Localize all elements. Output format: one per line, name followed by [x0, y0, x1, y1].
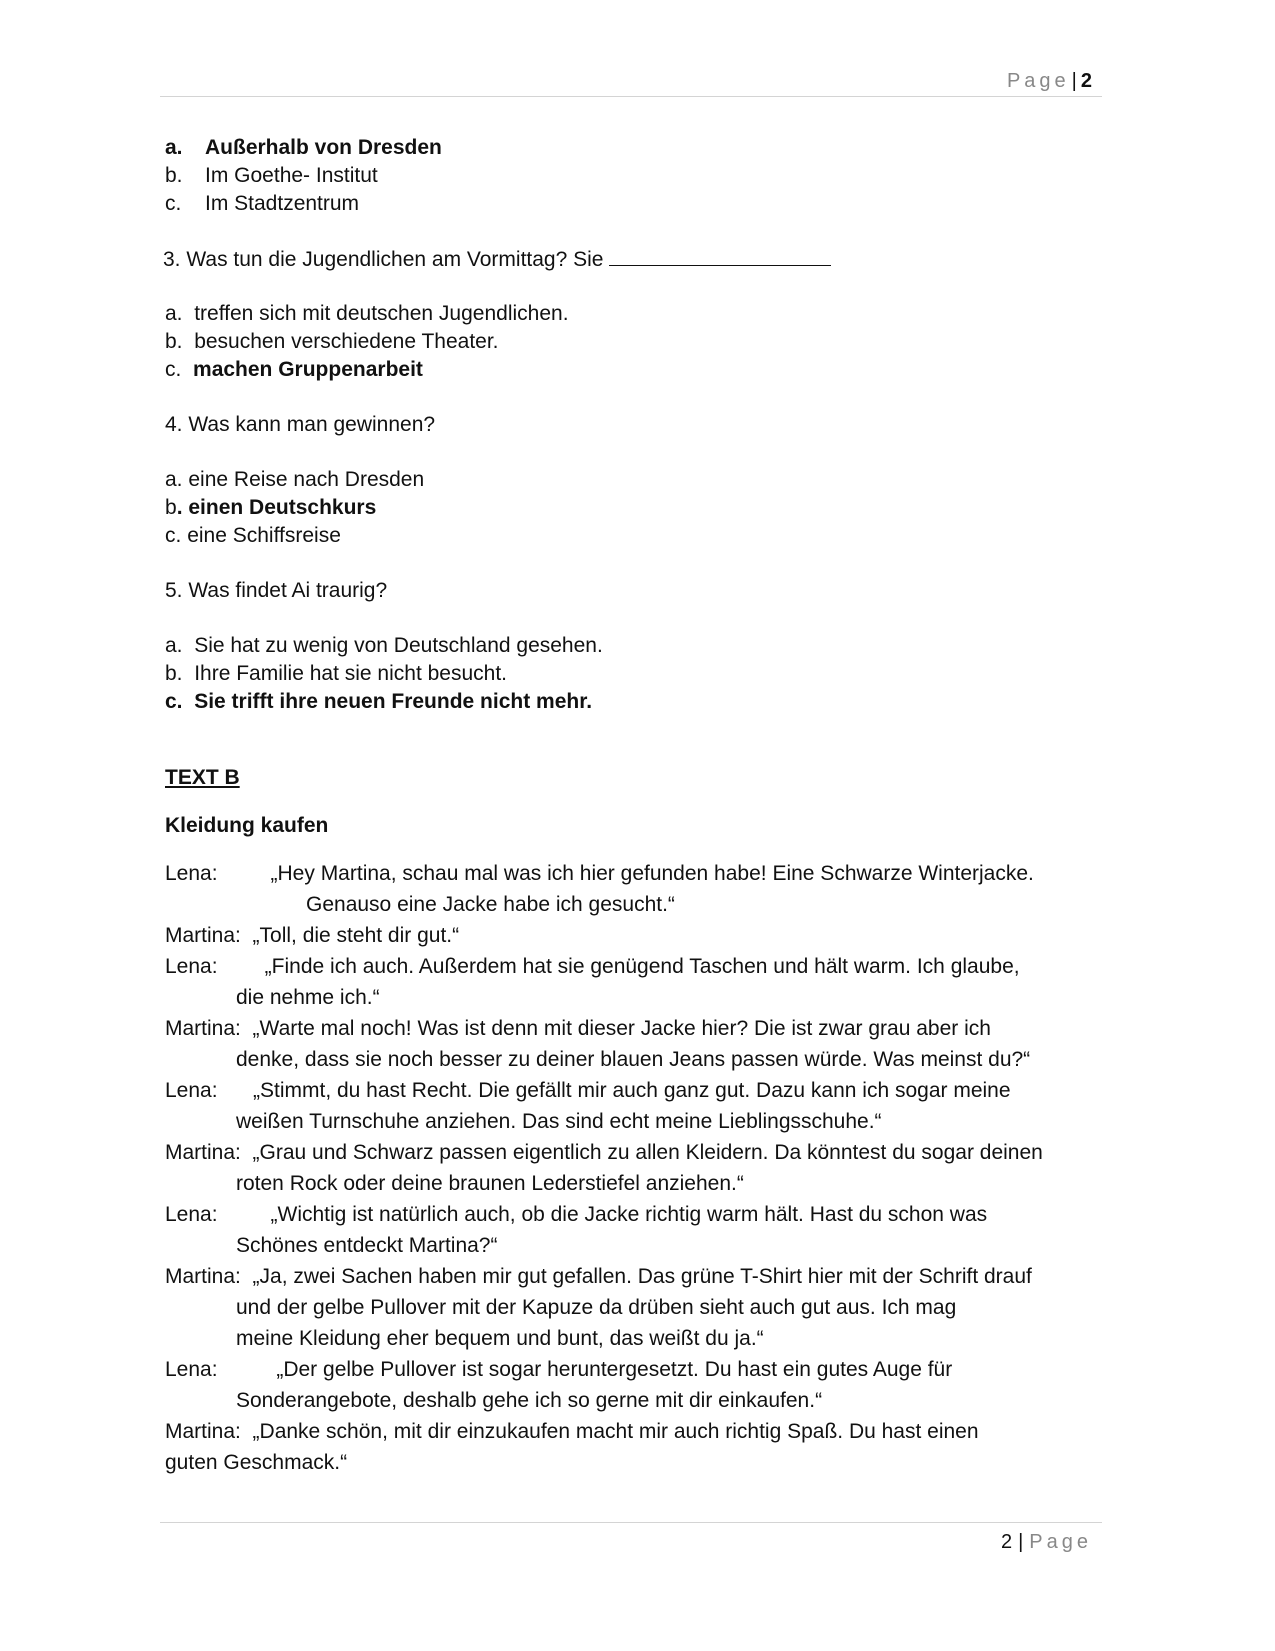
dialogue-line: Schönes entdeckt Martina?“	[236, 1234, 498, 1257]
dialogue-line: roten Rock oder deine braunen Lederstiefel anziehen.“	[236, 1172, 744, 1195]
q5-option-b: b. Ihre Familie hat sie nicht besucht.	[165, 662, 508, 685]
dialogue-line: guten Geschmack.“	[165, 1451, 348, 1474]
header-page-number	[1007, 70, 1092, 93]
page-header	[160, 66, 1102, 97]
dialogue-line: Martina: „Warte mal noch! Was ist denn mit dieser Jacke hier? Die ist zwar grau aber ich	[165, 1017, 991, 1040]
dialogue-line: weißen Turnschuhe anziehen. Das sind echt meine Lieblingsschuhe.“	[236, 1110, 882, 1133]
q3-option-c: c. machen Gruppenarbeit	[165, 358, 423, 381]
dialogue-line: Martina: „Grau und Schwarz passen eigentlich zu allen Kleidern. Da könntest du sogar deinen	[165, 1141, 1043, 1164]
dialogue-line: Sonderangebote, deshalb gehe ich so gerne mit dir einkaufen.“	[236, 1389, 823, 1412]
text-b-heading: TEXT B	[165, 766, 240, 789]
dialogue-line: Martina: „Toll, die steht dir gut.“	[165, 924, 460, 947]
dialogue-line: Lena: „Finde ich auch. Außerdem hat sie genügend Taschen und hält warm. Ich glaube,	[165, 955, 1020, 978]
footer-number: 2	[1000, 1531, 1013, 1553]
dialogue-line: die nehme ich.“	[236, 986, 380, 1009]
footer-separator: |	[1018, 1531, 1024, 1553]
q2-option-a: a. Außerhalb von Dresden	[165, 136, 442, 159]
q4-question: 4. Was kann man gewinnen?	[165, 413, 436, 436]
dialogue-line: denke, dass sie noch besser zu deiner blauen Jeans passen würde. Was meinst du?“	[236, 1048, 1031, 1071]
q2-option-c: c. Im Stadtzentrum	[165, 192, 360, 215]
dialogue-line: meine Kleidung eher bequem und bunt, das weißt du ja.“	[236, 1327, 764, 1350]
q3-option-b: b. besuchen verschiedene Theater.	[165, 330, 499, 353]
dialogue-line: Martina: „Danke schön, mit dir einzukaufen macht mir auch richtig Spaß. Du hast einen	[165, 1420, 979, 1443]
footer-page-number	[1001, 1531, 1092, 1554]
dialogue-line: Lena: „Der gelbe Pullover ist sogar heruntergesetzt. Du hast ein gutes Auge für	[165, 1358, 953, 1381]
q5-option-a: a. Sie hat zu wenig von Deutschland gesehen.	[165, 634, 603, 657]
dialogue-line: Genauso eine Jacke habe ich gesucht.“	[306, 893, 675, 916]
q5-question: 5. Was findet Ai traurig?	[165, 579, 388, 602]
dialogue-line: Lena: „Stimmt, du hast Recht. Die gefällt mir auch ganz gut. Dazu kann ich sogar meine	[165, 1079, 1011, 1102]
footer-page-word: Page	[1029, 1531, 1092, 1553]
q3-question: 3. Was tun die Jugendlichen am Vormittag? Sie	[163, 245, 831, 274]
q2-option-b: b. Im Goethe- Institut	[165, 164, 378, 187]
header-number: 2	[1080, 70, 1092, 92]
header-page-word: Page	[1006, 70, 1070, 92]
q3-option-a: a. treffen sich mit deutschen Jugendlichen.	[165, 302, 569, 325]
dialogue-line: und der gelbe Pullover mit der Kapuze da drüben sieht auch gut aus. Ich mag	[236, 1296, 957, 1319]
text-b-title: Kleidung kaufen	[165, 814, 329, 837]
q4-option-c: c. eine Schiffsreise	[165, 524, 341, 547]
q5-option-c: c. Sie trifft ihre neuen Freunde nicht mehr.	[165, 690, 593, 713]
dialogue-line: Martina: „Ja, zwei Sachen haben mir gut gefallen. Das grüne T-Shirt hier mit der Schrift drauf	[165, 1265, 1032, 1288]
page-footer	[160, 1522, 1102, 1559]
q4-option-b: b. einen Deutschkurs	[165, 496, 377, 519]
q4-option-a: a. eine Reise nach Dresden	[165, 468, 425, 491]
q3-answer-blank	[609, 245, 831, 266]
dialogue-line: Lena: „Hey Martina, schau mal was ich hier gefunden habe! Eine Schwarze Winterjacke.	[165, 862, 1034, 885]
header-separator: |	[1071, 70, 1077, 92]
dialogue-line: Lena: „Wichtig ist natürlich auch, ob die Jacke richtig warm hält. Hast du schon was	[165, 1203, 988, 1226]
